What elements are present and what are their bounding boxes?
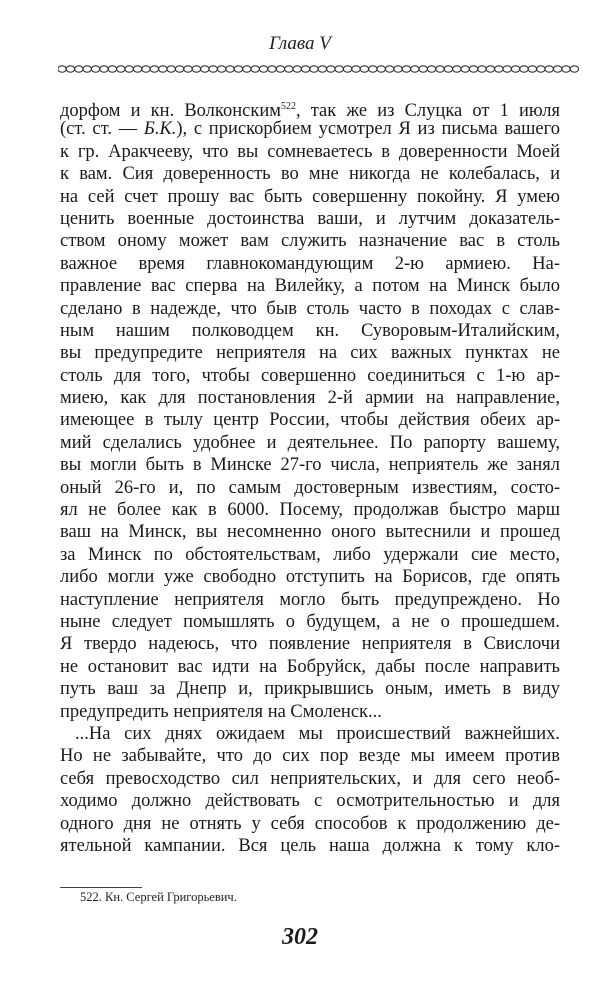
ornament-link bbox=[209, 66, 217, 72]
ornament-link bbox=[268, 66, 276, 72]
text-line: Но не забывайте, что до сих пор везде мы имеем против bbox=[60, 746, 560, 767]
footnote: 522. Кн. Сергей Григорьевич. bbox=[80, 890, 237, 904]
ornament-link bbox=[318, 66, 326, 72]
ornament-link bbox=[167, 66, 175, 72]
text-line: важное время главнокомандующим 2-ю армиею. На- bbox=[60, 253, 560, 274]
ornament-link bbox=[570, 66, 578, 72]
text-line: (ст. ст. — Б.К.), с прискорбием усмотрел Я из письма вашего bbox=[60, 119, 560, 140]
ornament-link bbox=[184, 66, 192, 72]
ornament-link bbox=[310, 66, 318, 72]
text-line: предупредить неприятеля на Смоленск... bbox=[60, 701, 382, 722]
ornament-link bbox=[133, 66, 141, 72]
text-line: на сей счет прошу вас быть совершенну покойну. Я умею bbox=[60, 186, 560, 207]
page-number: 302 bbox=[282, 924, 318, 950]
text-line: ятельной кампании. Вся цель наша должна к тому кло- bbox=[60, 835, 560, 856]
ornament-link bbox=[352, 66, 360, 72]
ornament-link bbox=[495, 66, 503, 72]
text-line: ходимо должно действовать с осмотрительностью и для bbox=[60, 791, 560, 812]
ornament-link bbox=[301, 66, 309, 72]
text-line: миею, как для постановления 2-й армии на направление, bbox=[60, 388, 560, 409]
text-line: мий сделались удобнее и деятельнее. По рапорту вашему, bbox=[60, 432, 560, 453]
body-text bbox=[60, 96, 560, 857]
ornament-link bbox=[453, 66, 461, 72]
ornament-link bbox=[243, 66, 251, 72]
ornament-link bbox=[461, 66, 469, 72]
ornament-link bbox=[226, 66, 234, 72]
ornament-link bbox=[175, 66, 183, 72]
ornament-link bbox=[100, 66, 108, 72]
ornament-link bbox=[343, 66, 351, 72]
ornament-link bbox=[545, 66, 553, 72]
ornament-link bbox=[419, 66, 427, 72]
ornament-link bbox=[192, 66, 200, 72]
ornament-link bbox=[159, 66, 167, 72]
text-line: путь ваш за Днепр и, прикрывшись оным, иметь в виду bbox=[60, 679, 560, 700]
ornament-link bbox=[427, 66, 435, 72]
ornament-link bbox=[436, 66, 444, 72]
ornament-link bbox=[520, 66, 528, 72]
ornament-link bbox=[125, 66, 133, 72]
ornament-link bbox=[276, 66, 284, 72]
ornament-link bbox=[201, 66, 209, 72]
text-line: к гр. Аракчееву, что вы сомневаетесь в доверенности Моей bbox=[60, 141, 560, 162]
ornament-link bbox=[511, 66, 519, 72]
text-line: вы могли быть в Минске 27-го числа, неприятель же занял bbox=[60, 455, 560, 476]
ornament-link bbox=[58, 66, 66, 72]
text-line: имеющее в тылу центр России, чтобы действия обеих ар- bbox=[60, 410, 560, 431]
text-line: дорфом и кн. Волконским$^{522}$, так же из Слуцка от 1 июля bbox=[60, 101, 560, 122]
text-line: наступление неприятеля могло быть предупреждено. Но bbox=[60, 589, 560, 610]
ornament-link bbox=[478, 66, 486, 72]
text-line: одного дня не отнять у себя способов к продолжению де- bbox=[60, 813, 560, 834]
text-line: ценить военные достоинства ваши, и лутчим доказатель- bbox=[60, 208, 560, 229]
text-line: не остановит вас идти на Бобруйск, дабы после направить bbox=[60, 656, 560, 677]
ornament-link bbox=[91, 66, 99, 72]
text-line: ял не более как в 6000. Посему, продолжав быстро марш bbox=[60, 500, 560, 521]
ornament-link bbox=[75, 66, 83, 72]
ornament-link bbox=[377, 66, 385, 72]
ornament-link bbox=[562, 66, 570, 72]
ornament-link bbox=[327, 66, 335, 72]
ornament-link bbox=[411, 66, 419, 72]
ornament-link bbox=[486, 66, 494, 72]
ornament-link bbox=[259, 66, 267, 72]
text-line: правление вас сперва на Вилейку, а потом на Минск было bbox=[60, 276, 560, 297]
text-line: оный 26-го и, по самым достоверным известиям, состо- bbox=[60, 477, 560, 498]
ornament-link bbox=[293, 66, 301, 72]
footnote-rule bbox=[60, 887, 142, 888]
ornament-link bbox=[469, 66, 477, 72]
text-line: либо могли уже свободно отступить на Борисов, где опять bbox=[60, 567, 560, 588]
ornament-link bbox=[444, 66, 452, 72]
text-line: ством оному может вам служить назначение вас в столь bbox=[60, 231, 560, 252]
ornament-link bbox=[394, 66, 402, 72]
ornament-link bbox=[251, 66, 259, 72]
ornament-link bbox=[117, 66, 125, 72]
text-line: Я твердо надеюсь, что появление неприятеля в Свислочи bbox=[60, 634, 560, 655]
text-line: ваш на Минск, вы несомненно оного вытеснили и прошед bbox=[60, 522, 560, 543]
ornament-link bbox=[503, 66, 511, 72]
text-line: сделано в надежде, что быв столь часто в походах с слав- bbox=[60, 298, 560, 319]
ornament-link bbox=[360, 66, 368, 72]
editor-initials: Б.К. bbox=[143, 119, 177, 140]
text-line: столь для того, чтобы совершенно соединиться с 1-ю ар- bbox=[60, 365, 560, 386]
ornament-link bbox=[217, 66, 225, 72]
ornament-link bbox=[66, 66, 74, 72]
ornament-link bbox=[335, 66, 343, 72]
ornament-divider bbox=[58, 62, 586, 76]
text-line: за Минск по обстоятельствам, либо удержали сие место, bbox=[60, 544, 560, 565]
text-line: ныне следует помышлять о будущем, а не о прошедшем. bbox=[60, 611, 560, 632]
text-line: ...На сих днях ожидаем мы происшествий важнейших. bbox=[75, 723, 560, 744]
chapter-header: Глава V bbox=[269, 33, 331, 54]
ornament-link bbox=[402, 66, 410, 72]
ornament-link bbox=[369, 66, 377, 72]
ornament-link bbox=[234, 66, 242, 72]
ornament-link bbox=[553, 66, 561, 72]
ornament-link bbox=[528, 66, 536, 72]
ornament-link bbox=[83, 66, 91, 72]
ornament-link bbox=[537, 66, 545, 72]
text-line: себя превосходство сил неприятельских, и для сего необ- bbox=[60, 768, 560, 789]
text-line: вы предупредите неприятеля на сих важных пунктах не bbox=[60, 343, 560, 364]
ornament-link bbox=[108, 66, 116, 72]
text-line: к вам. Сия доверенность во мне никогда не колебалась, и bbox=[60, 164, 560, 185]
footnote-ref: 522 bbox=[280, 101, 296, 112]
ornament-link bbox=[285, 66, 293, 72]
text-line: ным нашим полководцем кн. Суворовым-Италийским, bbox=[60, 320, 560, 341]
ornament-link bbox=[385, 66, 393, 72]
ornament-link bbox=[142, 66, 150, 72]
ornament-link bbox=[150, 66, 158, 72]
